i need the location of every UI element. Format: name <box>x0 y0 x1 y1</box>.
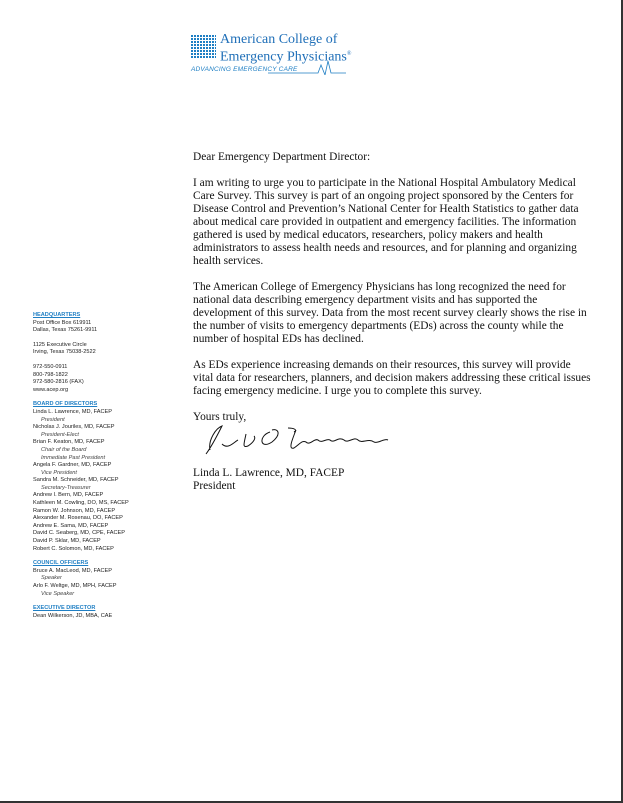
board-member: Ramon W. Johnson, MD, FACEP <box>33 507 116 514</box>
heading-council-officers[interactable]: COUNCIL OFFICERS <box>33 560 89 567</box>
heading-headquarters[interactable]: HEADQUARTERS <box>33 312 81 318</box>
spacer <box>33 394 129 401</box>
board-member: Andrew E. Sama, MD, FACEP <box>33 522 109 529</box>
signer-block <box>193 467 344 493</box>
text-line: Disease Control and Prevention’s National Center for Health Statistics to gather data <box>193 203 579 215</box>
spacer <box>33 598 129 605</box>
board-member: David P. Sklar, MD, FACEP <box>33 538 101 545</box>
text-line: the number of visits to emergency departments (EDs) across the county while the <box>193 320 564 332</box>
council-member: Arlo F. Weltge, MD, MPH, FACEP <box>33 583 117 589</box>
spacer <box>33 553 129 560</box>
paragraph <box>193 177 591 268</box>
ecg-line-icon <box>268 59 348 75</box>
address-line: Post Office Box 619911 <box>33 319 92 326</box>
address-line: Irving, Texas 75038-2522 <box>33 349 96 356</box>
board-role: Chair of the Board <box>41 446 87 453</box>
text-line: about medical care provided in outpatient and emergency facilities. The information <box>193 216 577 228</box>
board-member: Linda L. Lawrence, MD, FACEP <box>33 408 112 415</box>
board-member: Nicholas J. Jouriles, MD, FACEP <box>33 424 115 431</box>
spacer <box>33 357 129 364</box>
signer-name: Linda L. Lawrence, MD, FACEP <box>193 467 345 479</box>
registered-mark: ® <box>346 51 352 57</box>
phone-number: 972-580-2816 (FAX) <box>33 379 84 386</box>
board-role: Secretary-Treasurer <box>41 484 91 491</box>
board-member: Alexander M. Rosenau, DO, FACEP <box>33 515 123 522</box>
board-member: Andrew I. Bern, MD, FACEP <box>33 492 104 499</box>
text-line: The American College of Emergency Physicians has long recognized the need for <box>193 281 566 293</box>
board-member: Angela F. Gardner, MD, FACEP <box>33 462 112 469</box>
phone-number: 800-798-1822 <box>33 371 68 378</box>
paragraph <box>193 359 591 398</box>
address-line: 1125 Executive Circle <box>33 341 87 348</box>
text-line: Care Survey. This survey is part of an ongoing project sponsored by the Centers for <box>193 190 574 202</box>
council-member: Bruce A. MacLeod, MD, FACEP <box>33 567 112 574</box>
address-line: Dallas, Texas 75261-9911 <box>33 327 98 334</box>
board-member: Sandra M. Schneider, MD, FACEP <box>33 477 119 484</box>
council-role: Vice Speaker <box>41 590 75 597</box>
text-line: health services. <box>193 255 264 267</box>
sidebar-directory <box>33 312 129 620</box>
text-line: vital data for researchers, planners, and decision makers addressing these critical issues <box>193 372 591 384</box>
signature <box>198 420 398 460</box>
board-role: Vice President <box>41 469 77 476</box>
text-line: national data describing emergency department visits and has supported the <box>193 294 538 306</box>
salutation: Dear Emergency Department Director: <box>193 151 371 163</box>
board-role: President <box>41 416 65 423</box>
board-role: President-Elect <box>41 431 79 438</box>
org-line1: American College of <box>220 32 338 47</box>
text-line: administrators to assess health needs and resources, and for planning and organizing <box>193 242 577 254</box>
paragraph <box>193 281 591 346</box>
heading-board-of-directors[interactable]: BOARD OF DIRECTORS <box>33 401 98 408</box>
spacer <box>33 335 129 342</box>
text-line: facing emergency medicine. I urge you to complete this survey. <box>193 385 482 397</box>
closing: Yours truly, <box>193 411 247 423</box>
board-member: Kathleen M. Cowling, DO, MS, FACEP <box>33 500 129 507</box>
text-line: gathered is used by medical educators, researchers, policy makers and health <box>193 229 543 241</box>
phone-number: 972-550-0911 <box>33 363 68 370</box>
text-line: number of hospital EDs has declined. <box>193 333 364 345</box>
board-member: David C. Seaberg, MD, CPE, FACEP <box>33 530 126 537</box>
text-line: I am writing to urge you to participate in the National Hospital Ambulatory Medical <box>193 177 576 189</box>
text-line: As EDs experience increasing demands on their resources, this survey will provide <box>193 359 571 371</box>
text-line: development of this survey. Data from the most recent survey clearly shows the rise in <box>193 307 587 319</box>
council-role: Speaker <box>41 575 62 582</box>
board-role: Immediate Past President <box>41 454 106 461</box>
signer-title: President <box>193 480 236 492</box>
board-member: Robert C. Solomon, MD, FACEP <box>33 545 114 552</box>
letter-body <box>193 151 591 437</box>
org-line2: Emergency Physicians <box>220 49 347 65</box>
tagline: ADVANCING EMERGENCY CARE <box>191 66 298 73</box>
board-member: Brian F. Keaton, MD, FACEP <box>33 439 105 446</box>
executive-director-name: Dean Wilkerson, JD, MBA, CAE <box>33 612 113 619</box>
heading-executive-director[interactable]: EXECUTIVE DIRECTOR <box>33 605 96 612</box>
website-link: www.acep.org <box>33 386 69 393</box>
logo-grid-icon <box>191 35 216 58</box>
